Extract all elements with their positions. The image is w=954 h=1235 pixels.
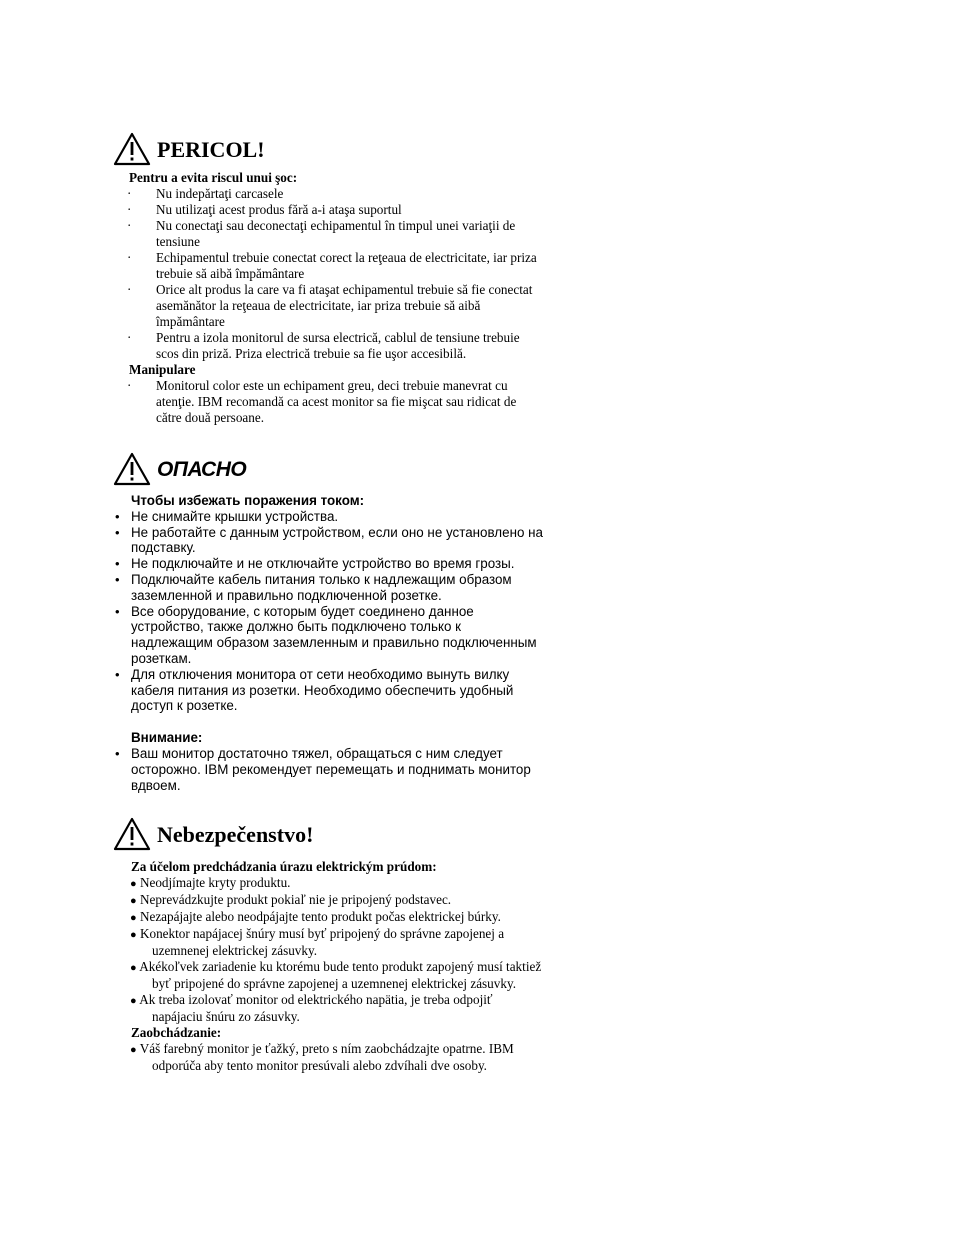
spacer: [113, 714, 543, 730]
handling-title: Внимание:: [131, 730, 203, 746]
list-item: · Pentru a izola monitorul de sursa electrică, cablul de tensiune trebuie scos din priză. Priza electrică trebuie sa fie uşor accesibilă.: [127, 330, 520, 361]
list-item: · Echipamentul trebuie conectat corect la reţeaua de electricitate, iar priza trebuie să aibă împământare: [127, 250, 537, 281]
list-item: · Monitorul color este un echipament greu, deci trebuie manevrat cu atenţie. IBM recomandă ca acest monitor sa fie mişcat sau ridicat de către două persoane.: [127, 378, 517, 425]
list-item: • Не работайте с данным устройством, если оно не установлено на подставку.: [115, 524, 543, 556]
list-item: · Nu indepărtaţi carcasele: [127, 186, 284, 201]
list-item: • Не снимайте крышки устройства.: [115, 508, 339, 524]
section-title: ОПАСНО: [157, 458, 247, 481]
section-title: PERICOL!: [157, 137, 265, 162]
list-item: • Все оборудование, с которым будет соединено данное устройство, также должно быть подключено только к надлежащим образом заземленным и правильно подключенным розеткам.: [115, 603, 537, 666]
section-title: Nebezpečenstvo!: [157, 822, 314, 847]
list-item: • Подключайте кабель питания только к надлежащим образом заземленной и правильно подключенной розетке.: [115, 571, 512, 603]
section-subtitle: Чтобы избежать поражения током:: [131, 493, 365, 508]
section-heading: [113, 452, 543, 488]
list-item: ● Ak treba izolovať monitor od elektrického napätia, je treba odpojiť napájaciu šnúru zo zásuvky.: [130, 992, 493, 1024]
section-romanian: [113, 132, 543, 426]
handling-title: Manipulare: [129, 362, 196, 377]
list-item: · Orice alt produs la care va fi ataşat echipamentul trebuie să fie conectat asemănător la reţeaua de electricitate, iar priza trebuie să aibă împământare: [127, 282, 533, 329]
list-item: ● Neodjímajte kryty produktu.: [130, 875, 291, 890]
list-item: ● Akékoľvek zariadenie ku ktorému bude tento produkt zapojený musí taktiež byť pripojené do správne zapojenej a uzemnenej elektrickej zásuvky.: [130, 959, 542, 991]
warning-triangle-icon: [113, 132, 151, 166]
list-item: • Для отключения монитора от сети необходимо вынуть вилку кабеля питания из розетки. Необходимо обеспечить удобный доступ к розетке.: [115, 666, 514, 714]
list-item: ● Neprevádzkujte produkt pokiaľ nie je pripojený podstavec.: [130, 892, 452, 907]
section-subtitle: Za účelom predchádzania úrazu elektrickým prúdom:: [131, 859, 437, 874]
list-item: ● Konektor napájacej šnúry musí byť pripojený do správne zapojenej a uzemnenej elektrickej zásuvky.: [130, 926, 505, 958]
warning-triangle-icon: [113, 452, 151, 486]
warning-triangle-icon: [113, 817, 151, 851]
list-item: • Ваш монитор достаточно тяжел, обращаться с ним следует осторожно. IBM рекомендует перемещать и поднимать монитор вдвоем.: [115, 745, 531, 793]
section-subtitle: Pentru a evita riscul unui şoc:: [129, 170, 298, 185]
handling-title: Zaobchádzanie:: [131, 1025, 222, 1040]
section-slovak: [113, 817, 543, 1074]
list-item: · Nu utilizaţi acest produs fără a-i ataşa suportul: [127, 202, 402, 217]
list-item: ● Váš farebný monitor je ťažký, preto s ním zaobchádzajte opatrne. IBM odporúča aby tento monitor presúvali alebo zdvíhali dve osoby.: [130, 1041, 514, 1073]
list-item: ● Nezapájajte alebo neodpájajte tento produkt počas elektrickej búrky.: [130, 909, 501, 924]
section-heading: [113, 132, 543, 168]
section-heading: [113, 817, 543, 853]
section-russian: [113, 452, 543, 793]
list-item: · Nu conectaţi sau deconectaţi echipamentul în timpul unei variaţii de tensiune: [127, 218, 516, 249]
list-item: • Не подключайте и не отключайте устройство во время грозы.: [115, 556, 515, 572]
